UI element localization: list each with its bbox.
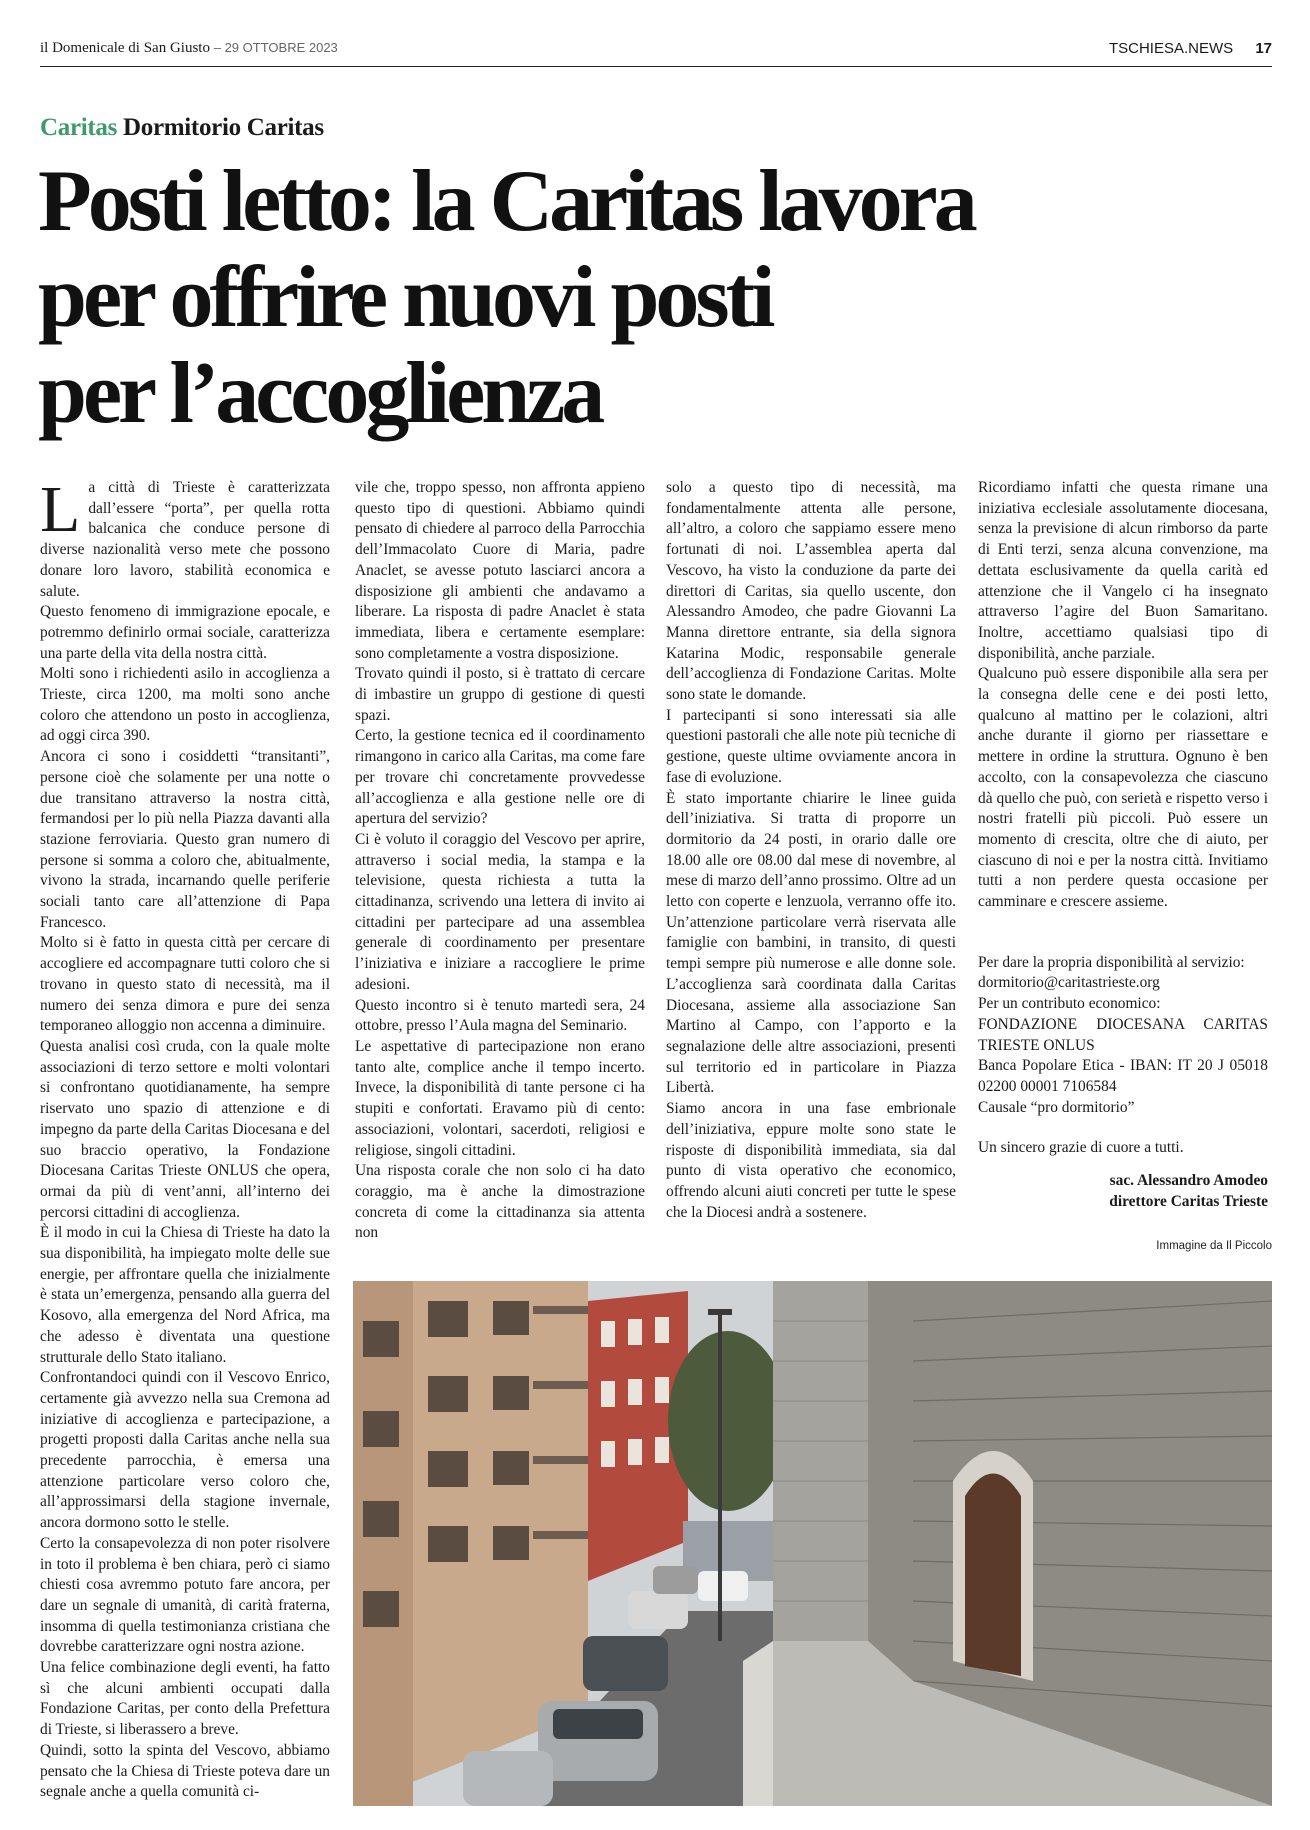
headline [38, 154, 1278, 442]
paragraph: Ricordiamo infatti che questa rimane una iniziativa ecclesiale assolutamente diocesana, senza la previsione di alcun rimborso da parte di Enti terzi, senza alcuna convenzione, ma dettata esclusivamente da quella carità ed attenzione che il Vangelo ci ha insegnato attraverso l’agire del Buon Samaritano. Inoltre, accettiamo qualsiasi tipo di disponibilità, anche parziale. [978, 479, 1268, 662]
paragraph: Una risposta corale che non solo ci ha dato coraggio, ma è anche la dimostrazione concreta di come la cittadinanza sia attenta non [355, 1162, 645, 1242]
paragraph: Trovato quindi il posto, si è trattato di cercare di imbastire un gruppo di gestione di questi spazi. [355, 665, 645, 724]
article-column-1 [40, 473, 330, 1803]
paragraph: Ci è voluto il coraggio del Vescovo per aprire, attraverso i social media, la stampa e la televisione, questa richiesta a tutta la cittadinanza, scrivendo una lettera di invito ai cittadini per partecipare ad una assemblea generale di coordinamento per presentare l’iniziativa e iniziare a raccogliere le prime adesioni. [355, 830, 645, 993]
article-column-2 [355, 478, 645, 1244]
paragraph: Qualcuno può essere disponibile alla sera per la consegna delle cene e dei posti letto, qualcuno al mattino per le colazioni, altri anche durante il giorno per riassettare e mettere in ordine la struttura. Ognuno è ben accolto, con la consapevolezza che ciascuno dà quello che può, con serietà e rispetto verso i nostri fratelli più piccoli. Può essere un momento di crescita, oltre che di aiuto, per ciascuno di noi e per la nostra città. Invitiamo tutti a non perdere questa occasione per camminare e crescere assieme. [978, 665, 1268, 911]
topic-label: Dormitorio Caritas [123, 114, 324, 141]
paragraph: Molti sono i richiedenti asilo in accoglienza a Trieste, circa 1200, ma molti sono anche coloro che attendono un posto in accoglienza, ad oggi circa 390. [40, 665, 330, 745]
section-label: Caritas [40, 114, 118, 141]
foundation-name: FONDAZIONE DIOCESANA CARITAS TRIESTE ONLUS [978, 1015, 1268, 1054]
issue-date: – 29 OTTOBRE 2023 [213, 40, 338, 55]
headline-line-2: per offrire nuovi posti [38, 249, 772, 346]
paragraph: Molto si è fatto in questa città per cercare di accogliere ed accompagnare tutti coloro che si trovano in questo stato di necessità, ma il numero dei senza dimora e pure dei senza temporaneo alloggio non accenna a diminuire. [40, 934, 330, 1035]
paragraph: Una felice combinazione degli eventi, ha fatto sì che alcuni ambienti occupati dalla Fondazione Caritas, per conto della Prefettura di Trieste, si liberassero a breve. [40, 1659, 330, 1739]
drop-cap: L [40, 473, 81, 546]
headline-line-1: Posti letto: la Caritas lavora [38, 153, 974, 250]
publication-name: il Domenicale di San Giusto [40, 40, 210, 56]
paragraph: È stato importante chiarire le linee guida dell’iniziativa. Si tratta di proporre un dormitorio da 24 posti, in orario dalle ore 18.00 alle ore 08.00 dal mese di novembre, al mese di marzo dell’anno prossimo. Oltre ad un letto con coperte e lenzuola, verranno offe ito. Un’attenzione particolare verrà riservata alle famiglie con bambini, in transito, di questi tempi sempre più numerose e alle donne sole. L’accoglienza sarà coordinata dalla Caritas Diocesana, assieme alla associazione San Martino al Campo, con l’apporto e la segnalazione delle altre associazioni, presenti sul territorio ed in particolare in Piazza Libertà. [666, 789, 956, 1097]
paragraph: Questo incontro si è tenuto martedì sera, 24 ottobre, presso l’Aula magna del Seminario. [355, 996, 645, 1035]
signature-name: sac. Alessandro Amodeo [1109, 1172, 1268, 1190]
page-number: 17 [1255, 40, 1272, 57]
donation-intro: Per un contributo economico: [978, 995, 1161, 1013]
headline-line-3: per l’accoglienza [38, 345, 602, 442]
signature-role: direttore Caritas Trieste [1109, 1192, 1268, 1210]
signature [978, 1171, 1268, 1212]
paragraph: Certo, la gestione tecnica ed il coordinamento rimangono in carico alla Caritas, ma come fare per trovare chi concretamente provvedesse all’accoglienza e alla gestione nelle ore di apertura del servizio? [355, 727, 645, 828]
paragraph: La città di Trieste è caratterizzata dall’essere “porta”, per quella rotta balcanica che conduce persone di diverse nazionalità verso mete che possono donare loro lavoro, stabilità economica e salute. [40, 473, 330, 600]
paragraph: Questo fenomeno di immigrazione epocale, e potremmo definirlo ormai sociale, caratterizza una parte della vita della nostra città. [40, 603, 330, 662]
paragraph: È il modo in cui la Chiesa di Trieste ha dato la sua disponibilità, ha impiegato molte delle sue energie, per affrontare quella che inizialmente è stata un’emergenza, pensando alla guerra del Kosovo, alla emergenza del Nord Africa, ma che adesso è diventata una questione strutturale dello Stato italiano. [40, 1224, 330, 1366]
page-header [40, 38, 1272, 67]
site-name: TSCHIESA.NEWS [1108, 40, 1234, 57]
bank-iban: Banca Popolare Etica - IBAN: IT 20 J 05018 02200 00001 7106584 [978, 1057, 1268, 1095]
section-kicker [40, 114, 324, 142]
article-column-3 [666, 478, 956, 1223]
paragraph: Ancora ci sono i cosiddetti “transitanti”, persone cioè che solamente per una notte o due transitano attraverso la nostra città, fermandosi per lo più nella Piazza davanti alla stazione ferroviaria. Questo gran numero di persone si somma a coloro che, abitualmente, vivono la strada, incarnando quelle periferie sociali tanto care all’attenzione di Papa Francesco. [40, 748, 330, 931]
paragraph: Confrontandoci quindi con il Vescovo Enrico, certamente già avvezzo nella sua Cremona ad iniziative di accoglienza e partecipazione, a progetti proposti dalla Caritas anche nella sua precedente parrocchia, è emersa una attenzione particolare verso coloro che, all’approssimarsi della stagione invernale, ancora dormono sotto le stelle. [40, 1369, 330, 1532]
paragraph: Quindi, sotto la spinta del Vescovo, abbiamo pensato che la Chiesa di Trieste poteva dare un segnale anche a quella comunità ci- [40, 1741, 330, 1801]
paragraph: solo a questo tipo di necessità, ma fondamentalmente attenta alle persone, all’altro, a coloro che sappiamo essere meno fortunati di noi. L’assemblea aperta dal Vescovo, ha visto la conduzione da parte dei direttori di Caritas, sia quello uscente, don Alessandro Amodeo, che padre Giovanni La Manna direttore entrante, sia della signora Katarina Modic, responsabile generale dell’accoglienza di Fondazione Caritas. Molte sono state le domande. [666, 479, 956, 704]
contact-intro: Per dare la propria disponibilità al servizio: [978, 953, 1245, 971]
paragraph: Certo la consapevolezza di non poter risolvere in toto il problema è ben chiara, però ci siamo chiesti cosa avremmo potuto fare ancora, per dare un segnale di umanità, di carità fraterna, insomma di quella testimonianza cristiana che dovrebbe caratterizzare ogni nostra azione. [40, 1534, 330, 1656]
paragraph: vile che, troppo spesso, non affronta appieno questo tipo di questioni. Abbiamo quindi pensato di chiedere al parroco della Parrocchia dell’Immacolato Cuore di Maria, padre Anaclet, se avesse potuto lasciarci ancora a disposizione gli ambienti che andavamo a liberare. La risposta di padre Anaclet è stata immediata, libera e certamente esemplare: sono completamente a vostra disposizione. [355, 479, 645, 662]
site-info [1109, 40, 1272, 57]
payment-reason: Causale “pro dormitorio” [978, 1098, 1135, 1116]
paragraph: Siamo ancora in una fase embrionale dell’iniziativa, eppure molte sono state le risposte di disponibilità immediata, sia dal punto di vista operativo che economico, offrendo alcuni aiuti concreti per tutte le spese che la Diocesi andrà a sostenere. [666, 1100, 956, 1221]
publication-info [40, 40, 338, 57]
photo-caption: Immagine da Il Piccolo [1156, 1240, 1272, 1252]
paragraph: Le aspettative di partecipazione non erano tanto alte, complice anche il tempo incerto. Invece, la disponibilità di tante persone ci ha stupiti e confortati. Eravamo più di cento: associazioni, volontari, sacerdoti, religiosi e religiose, singoli cittadini. [355, 1037, 645, 1159]
thanks-line: Un sincero grazie di cuore a tutti. [978, 1139, 1184, 1157]
paragraph: Questa analisi così cruda, con la quale molte associazioni di terzo settore e molti volontari si confrontano quotidianamente, ha sempre riservato uno spazio di attenzione e di impegno da parte della Caritas Diocesana e del suo braccio operativo, la Fondazione Diocesana Caritas Trieste ONLUS che opera, ormai da più di vent’anni, all’interno dei percorsi cittadini di accoglienza. [40, 1037, 330, 1221]
article-column-4 [978, 478, 1268, 1213]
paragraph: I partecipanti si sono interessati sia alle questioni pastorali che alle note più tecniche di gestione, queste ultime ovviamente ancora in fase di evoluzione. [666, 706, 956, 786]
street-photo [353, 1281, 1272, 1806]
contact-email[interactable]: dormitorio@caritastrieste.org [978, 974, 1160, 992]
